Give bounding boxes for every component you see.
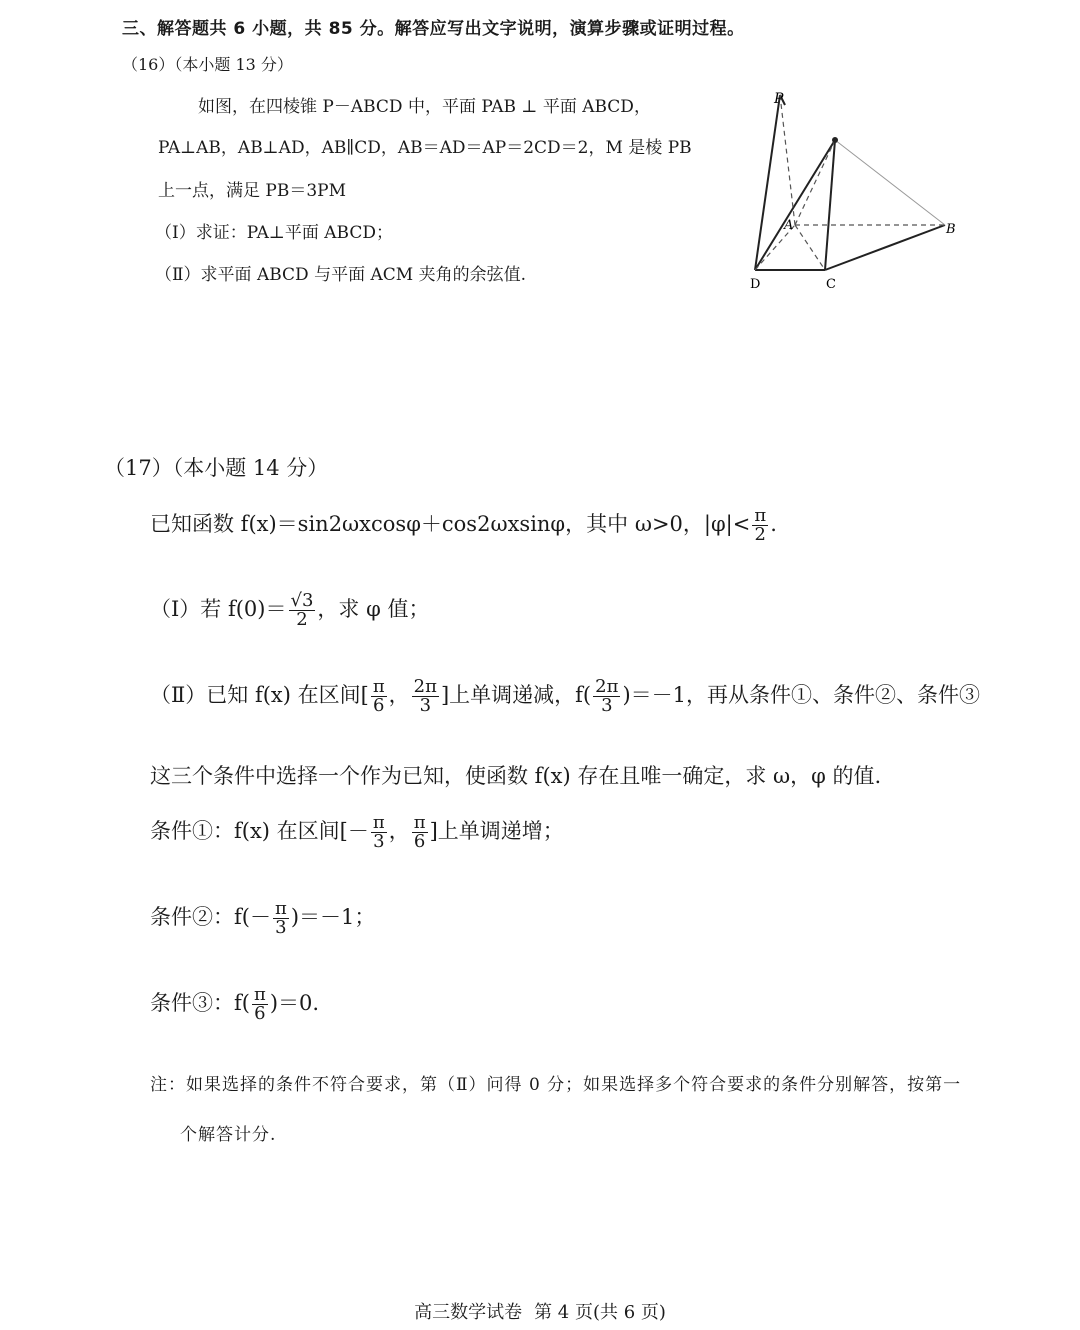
q17-given bbox=[150, 507, 777, 544]
q17-part1-text: （Ⅰ）若 f(0)＝ bbox=[150, 597, 287, 621]
fraction-denominator: 3 bbox=[275, 917, 287, 938]
q17-part2-line2: 这三个条件中选择一个作为已知，使函数 f(x) 存在且唯一确定，求 ω，φ 的值. bbox=[150, 764, 882, 788]
condition3-fraction bbox=[252, 986, 268, 1023]
condition1-text: 条件①：f(x) 在区间[－ bbox=[150, 819, 369, 843]
edge-dm bbox=[755, 140, 835, 270]
fraction-denominator: 6 bbox=[413, 831, 426, 852]
edge-pd bbox=[755, 95, 780, 270]
label-d: D bbox=[750, 277, 761, 292]
fraction-numerator: 2π bbox=[595, 676, 619, 697]
label-c: C bbox=[826, 277, 836, 292]
q17-part2-frac1 bbox=[371, 678, 387, 715]
footer-subject: 高三数学试卷 bbox=[414, 1302, 523, 1323]
q17-part2 bbox=[150, 678, 980, 715]
q16-heading: （16）（本小题 13 分） bbox=[122, 55, 293, 74]
footer-page-number: 第 4 页(共 6 页) bbox=[534, 1302, 666, 1323]
q17-note-line1: 注：如果选择的条件不符合要求，第（Ⅱ）问得 0 分；如果选择多个符合要求的条件分别解答，按第一 bbox=[150, 1075, 962, 1095]
q17-condition1 bbox=[150, 814, 564, 851]
condition3-suffix: )＝0. bbox=[269, 991, 320, 1015]
q16-part2: （Ⅱ）求平面 ABCD 与平面 ACM 夹角的余弦值. bbox=[155, 265, 526, 285]
q17-note-line2: 个解答计分. bbox=[180, 1125, 277, 1145]
q17-part1 bbox=[150, 592, 429, 629]
fraction-numerator: √3 bbox=[290, 590, 314, 611]
fraction-denominator: 6 bbox=[254, 1003, 266, 1024]
q17-given-suffix: . bbox=[770, 512, 777, 536]
label-a: A bbox=[784, 218, 794, 233]
edge-mb bbox=[835, 140, 945, 225]
q17-part2-frac2 bbox=[412, 678, 439, 715]
condition3-text: 条件③：f( bbox=[150, 991, 250, 1015]
label-p: P bbox=[774, 91, 784, 107]
condition2-suffix: )＝－1； bbox=[290, 905, 376, 929]
fraction-denominator: 6 bbox=[373, 695, 385, 716]
q17-part1-suffix: ，求 φ 值； bbox=[317, 597, 430, 621]
q17-given-fraction bbox=[752, 507, 768, 544]
q17-given-text: 已知函数 f(x)＝sin2ωxcosφ＋cos2ωxsinφ，其中 ω>0，|φ|< bbox=[150, 512, 751, 536]
q17-part2-mid: ]上单调递减，f( bbox=[440, 683, 592, 707]
q17-part2-frac3 bbox=[593, 678, 620, 715]
q17-part2-text: （Ⅱ）已知 f(x) 在区间[ bbox=[150, 683, 369, 707]
fraction-numerator: π bbox=[413, 812, 426, 833]
q17-part2-suffix: )＝－1，再从条件①、条件②、条件③ bbox=[622, 683, 980, 707]
page-footer bbox=[0, 1298, 1080, 1324]
fraction-numerator: π bbox=[253, 984, 266, 1005]
edge-cb bbox=[825, 225, 945, 270]
fraction-numerator: π bbox=[372, 812, 385, 833]
q16-line2: PA⊥AB，AB⊥AD，AB∥CD，AB＝AD＝AP＝2CD＝2，M 是棱 PB bbox=[158, 138, 692, 158]
condition1-frac1 bbox=[371, 814, 387, 851]
edge-cm bbox=[825, 140, 835, 270]
condition1-suffix: ]上单调递增； bbox=[429, 819, 564, 843]
point-m bbox=[832, 137, 838, 143]
fraction-numerator: 2π bbox=[413, 676, 437, 697]
condition2-text: 条件②：f(－ bbox=[150, 905, 271, 929]
condition1-frac2 bbox=[412, 814, 428, 851]
fraction-numerator: π bbox=[274, 898, 287, 919]
condition2-fraction bbox=[273, 900, 289, 937]
fraction-denominator: 3 bbox=[419, 695, 432, 716]
fraction-denominator: 2 bbox=[296, 609, 308, 630]
q17-condition2 bbox=[150, 900, 375, 937]
edge-pa bbox=[780, 95, 795, 225]
q16-part1: （Ⅰ）求证：PA⊥平面 ABCD； bbox=[155, 223, 393, 243]
comma: ， bbox=[388, 683, 410, 707]
q17-heading: （17）（本小题 14 分） bbox=[104, 456, 329, 480]
section-header: 三、解答题共 6 小题，共 85 分。解答应写出文字说明，演算步骤或证明过程。 bbox=[122, 19, 745, 39]
fraction-numerator: π bbox=[372, 676, 385, 697]
q16-line1: 如图，在四棱锥 P－ABCD 中，平面 PAB ⊥ 平面 ABCD， bbox=[198, 97, 651, 117]
fraction-denominator: 3 bbox=[373, 831, 385, 852]
q16-line3: 上一点，满足 PB＝3PM bbox=[158, 181, 346, 201]
fraction-denominator: 2 bbox=[754, 524, 766, 545]
fraction-numerator: π bbox=[754, 505, 767, 526]
q17-condition3 bbox=[150, 986, 319, 1023]
fraction-denominator: 3 bbox=[601, 695, 613, 716]
label-b: B bbox=[946, 222, 956, 237]
q17-part1-fraction bbox=[289, 592, 316, 629]
pyramid-figure bbox=[740, 85, 970, 295]
comma: ， bbox=[388, 819, 410, 843]
edge-ac bbox=[795, 225, 825, 270]
